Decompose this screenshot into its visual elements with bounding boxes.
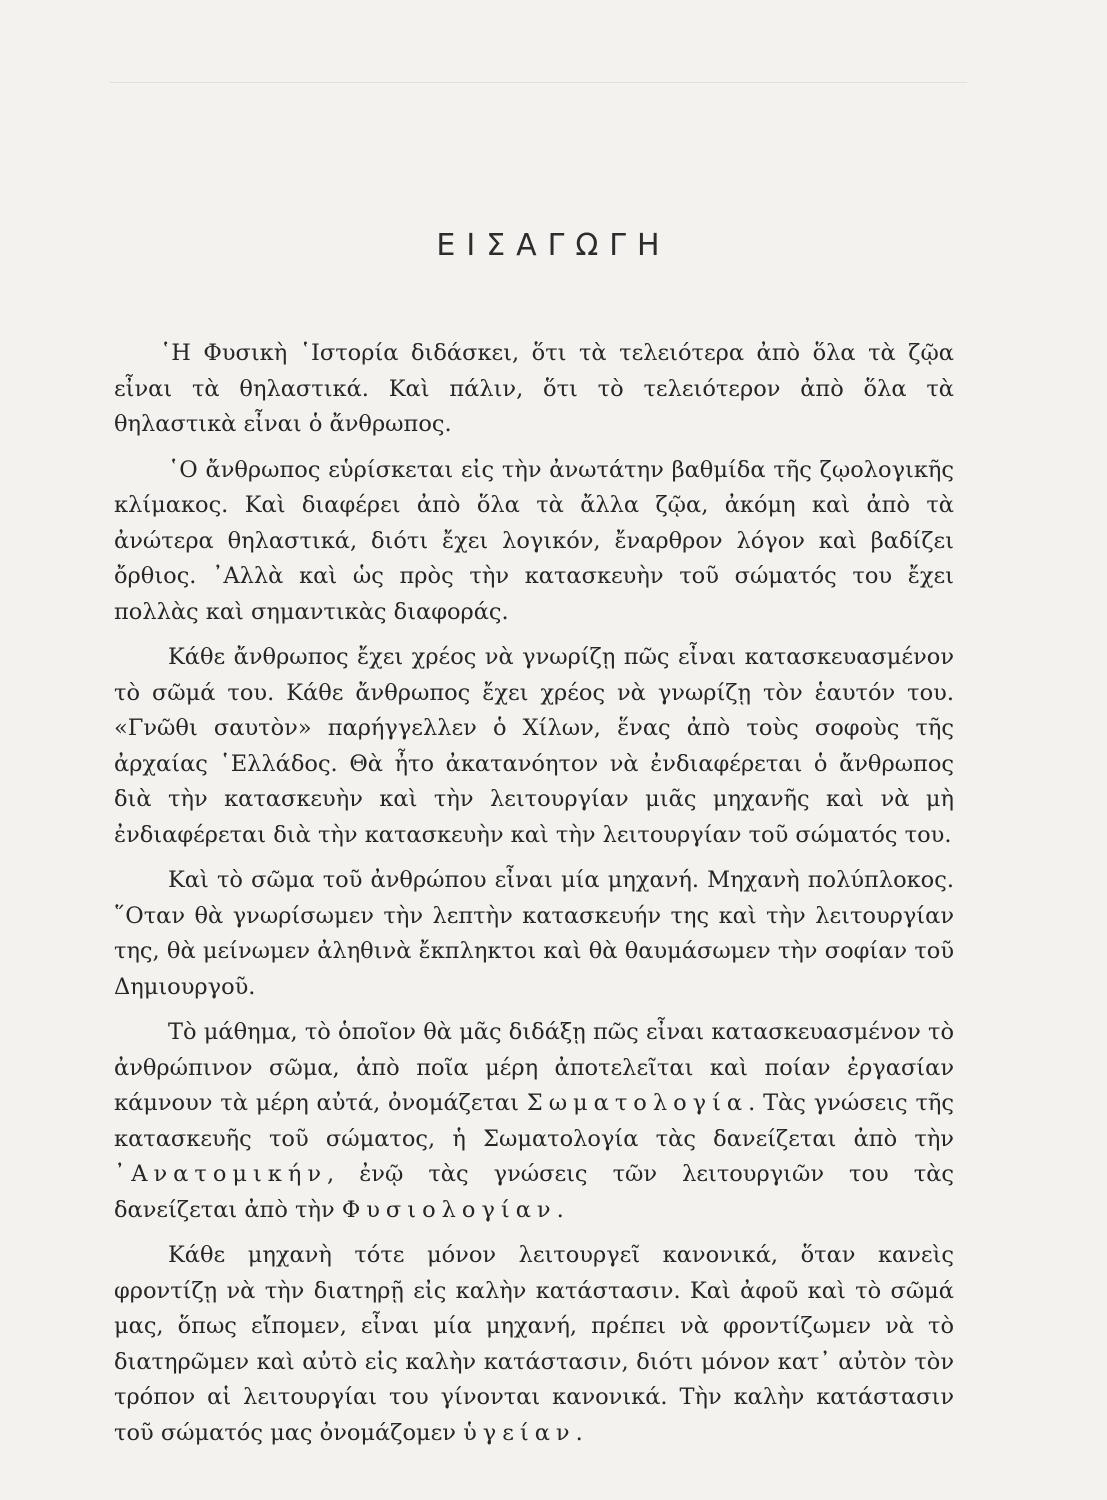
page-title: ΕΙΣΑΓΩΓΗ xyxy=(436,228,671,263)
bleed-through-rule xyxy=(110,82,967,83)
term-ygeia: ὑγείαν xyxy=(463,1419,576,1446)
paragraph-5-part-3: , ἐνῷ τὰς γνώσεις τῶν λειτουργιῶν του τὰς δανείζεται ἀπὸ τὴν xyxy=(114,1161,954,1223)
paragraph-1: ῾Η Φυσικὴ ῾Ιστορία διδάσκει, ὅτι τὰ τελειότερα ἀπὸ ὅλα τὰ ζῷα εἶναι τὰ θηλαστικά. Καὶ πάλιν, ὅτι τὸ τελειότερον ἀπὸ ὅλα τὰ θηλαστικὰ εἶναι ὁ ἄνθρωπος. xyxy=(114,340,954,437)
paragraph-5-part-1: Τὸ μάθημα, τὸ ὁποῖον θὰ μᾶς διδάξῃ πῶς εἶναι κατασκευασμένον τὸ ἀνθρώπινον σῶμα, ἀπὸ ποῖα μέρη ἀποτελεῖται καὶ ποίαν ἐργασίαν κάμνουν τὰ μέρη αὐτά, ὀνομάζεται xyxy=(114,1019,954,1116)
paragraph-4: Καὶ τὸ σῶμα τοῦ ἀνθρώπου εἶναι μία μηχανή. Μηχανὴ πολύπλοκος. ῞Οταν θὰ γνωρίσωμεν τὴν λεπτὴν κατασκευήν της καὶ τὴν λειτουργίαν της, θὰ μείνωμεν ἀληθινὰ ἔκπληκτοι καὶ θὰ θαυμάσωμεν τὴν σοφίαν τοῦ Δημιουργοῦ. xyxy=(114,867,954,1000)
term-fysiologia: Φυσιολογίαν xyxy=(341,1196,557,1223)
term-anatomiki: ᾿Ανατομικήν xyxy=(114,1161,328,1187)
paragraph-6 xyxy=(114,1238,954,1451)
paragraph-5-end: . xyxy=(556,1196,564,1223)
term-somatologia: Σωματολογία xyxy=(526,1090,749,1116)
body-text xyxy=(114,336,954,1461)
paragraph-2: ῾Ο ἄνθρωπος εὑρίσκεται εἰς τὴν ἀνωτάτην βαθμίδα τῆς ζῳολογικῆς κλίμακος. Καὶ διαφέρει ἀπὸ ὅλα τὰ ἄλλα ζῷα, ἀκόμη καὶ ἀπὸ τὰ ἀνώτερα θηλαστικά, διότι ἔχει λογικόν, ἔναρθρον λόγον καὶ βαδίζει ὄρθιος. ᾿Αλλὰ καὶ ὡς πρὸς τὴν κατασκευὴν τοῦ σώματός του ἔχει πολλὰς καὶ σημαντικὰς διαφοράς. xyxy=(114,456,954,625)
paragraph-6-end: . xyxy=(575,1419,583,1446)
paragraph-5-part-2: . Τὰς γνώσεις τῆς κατασκευῆς τοῦ σώματος, ἡ Σωματολογία τὰς δανείζεται ἀπὸ τὴν xyxy=(114,1090,954,1152)
paragraph-6-part-1: Κάθε μηχανὴ τότε μόνον λειτουργεῖ κανονικά, ὅταν κανεὶς φροντίζῃ νὰ τὴν διατηρῇ εἰς καλὴν κατάστασιν. Καὶ ἀφοῦ καὶ τὸ σῶμά μας, ὅπως εἴπομεν, εἶναι μία μηχανή, πρέπει νὰ φροντίζωμεν νὰ τὸ διατηρῶμεν καὶ αὐτὸ εἰς καλὴν κατάστασιν, διότι μόνον κατ᾿ αὐτὸν τὸν τρόπον αἱ λειτουργίαι του γίνονται κανονικά. Τὴν καλὴν κατάστασιν τοῦ σώματός μας ὀνομάζομεν xyxy=(114,1242,954,1446)
paragraph-3: Κάθε ἄνθρωπος ἔχει χρέος νὰ γνωρίζῃ πῶς εἶναι κατασκευασμένον τὸ σῶμά του. Κάθε ἄνθρωπος ἔχει χρέος νὰ γνωρίζῃ τὸν ἑαυτόν του. «Γνῶθι σαυτὸν» παρήγγελλεν ὁ Χίλων, ἕνας ἀπὸ τοὺς σοφοὺς τῆς ἀρχαίας ῾Ελλάδος. Θὰ ἦτο ἀκατανόητον νὰ ἐνδιαφέρεται ὁ ἄνθρωπος διὰ τὴν κατασκευὴν καὶ τὴν λειτουργίαν μιᾶς μηχανῆς καὶ νὰ μὴ ἐνδιαφέρεται διὰ τὴν κατασκευὴν καὶ τὴν λειτουργίαν τοῦ σώματός του. xyxy=(114,644,954,848)
paragraph-5 xyxy=(114,1015,954,1228)
